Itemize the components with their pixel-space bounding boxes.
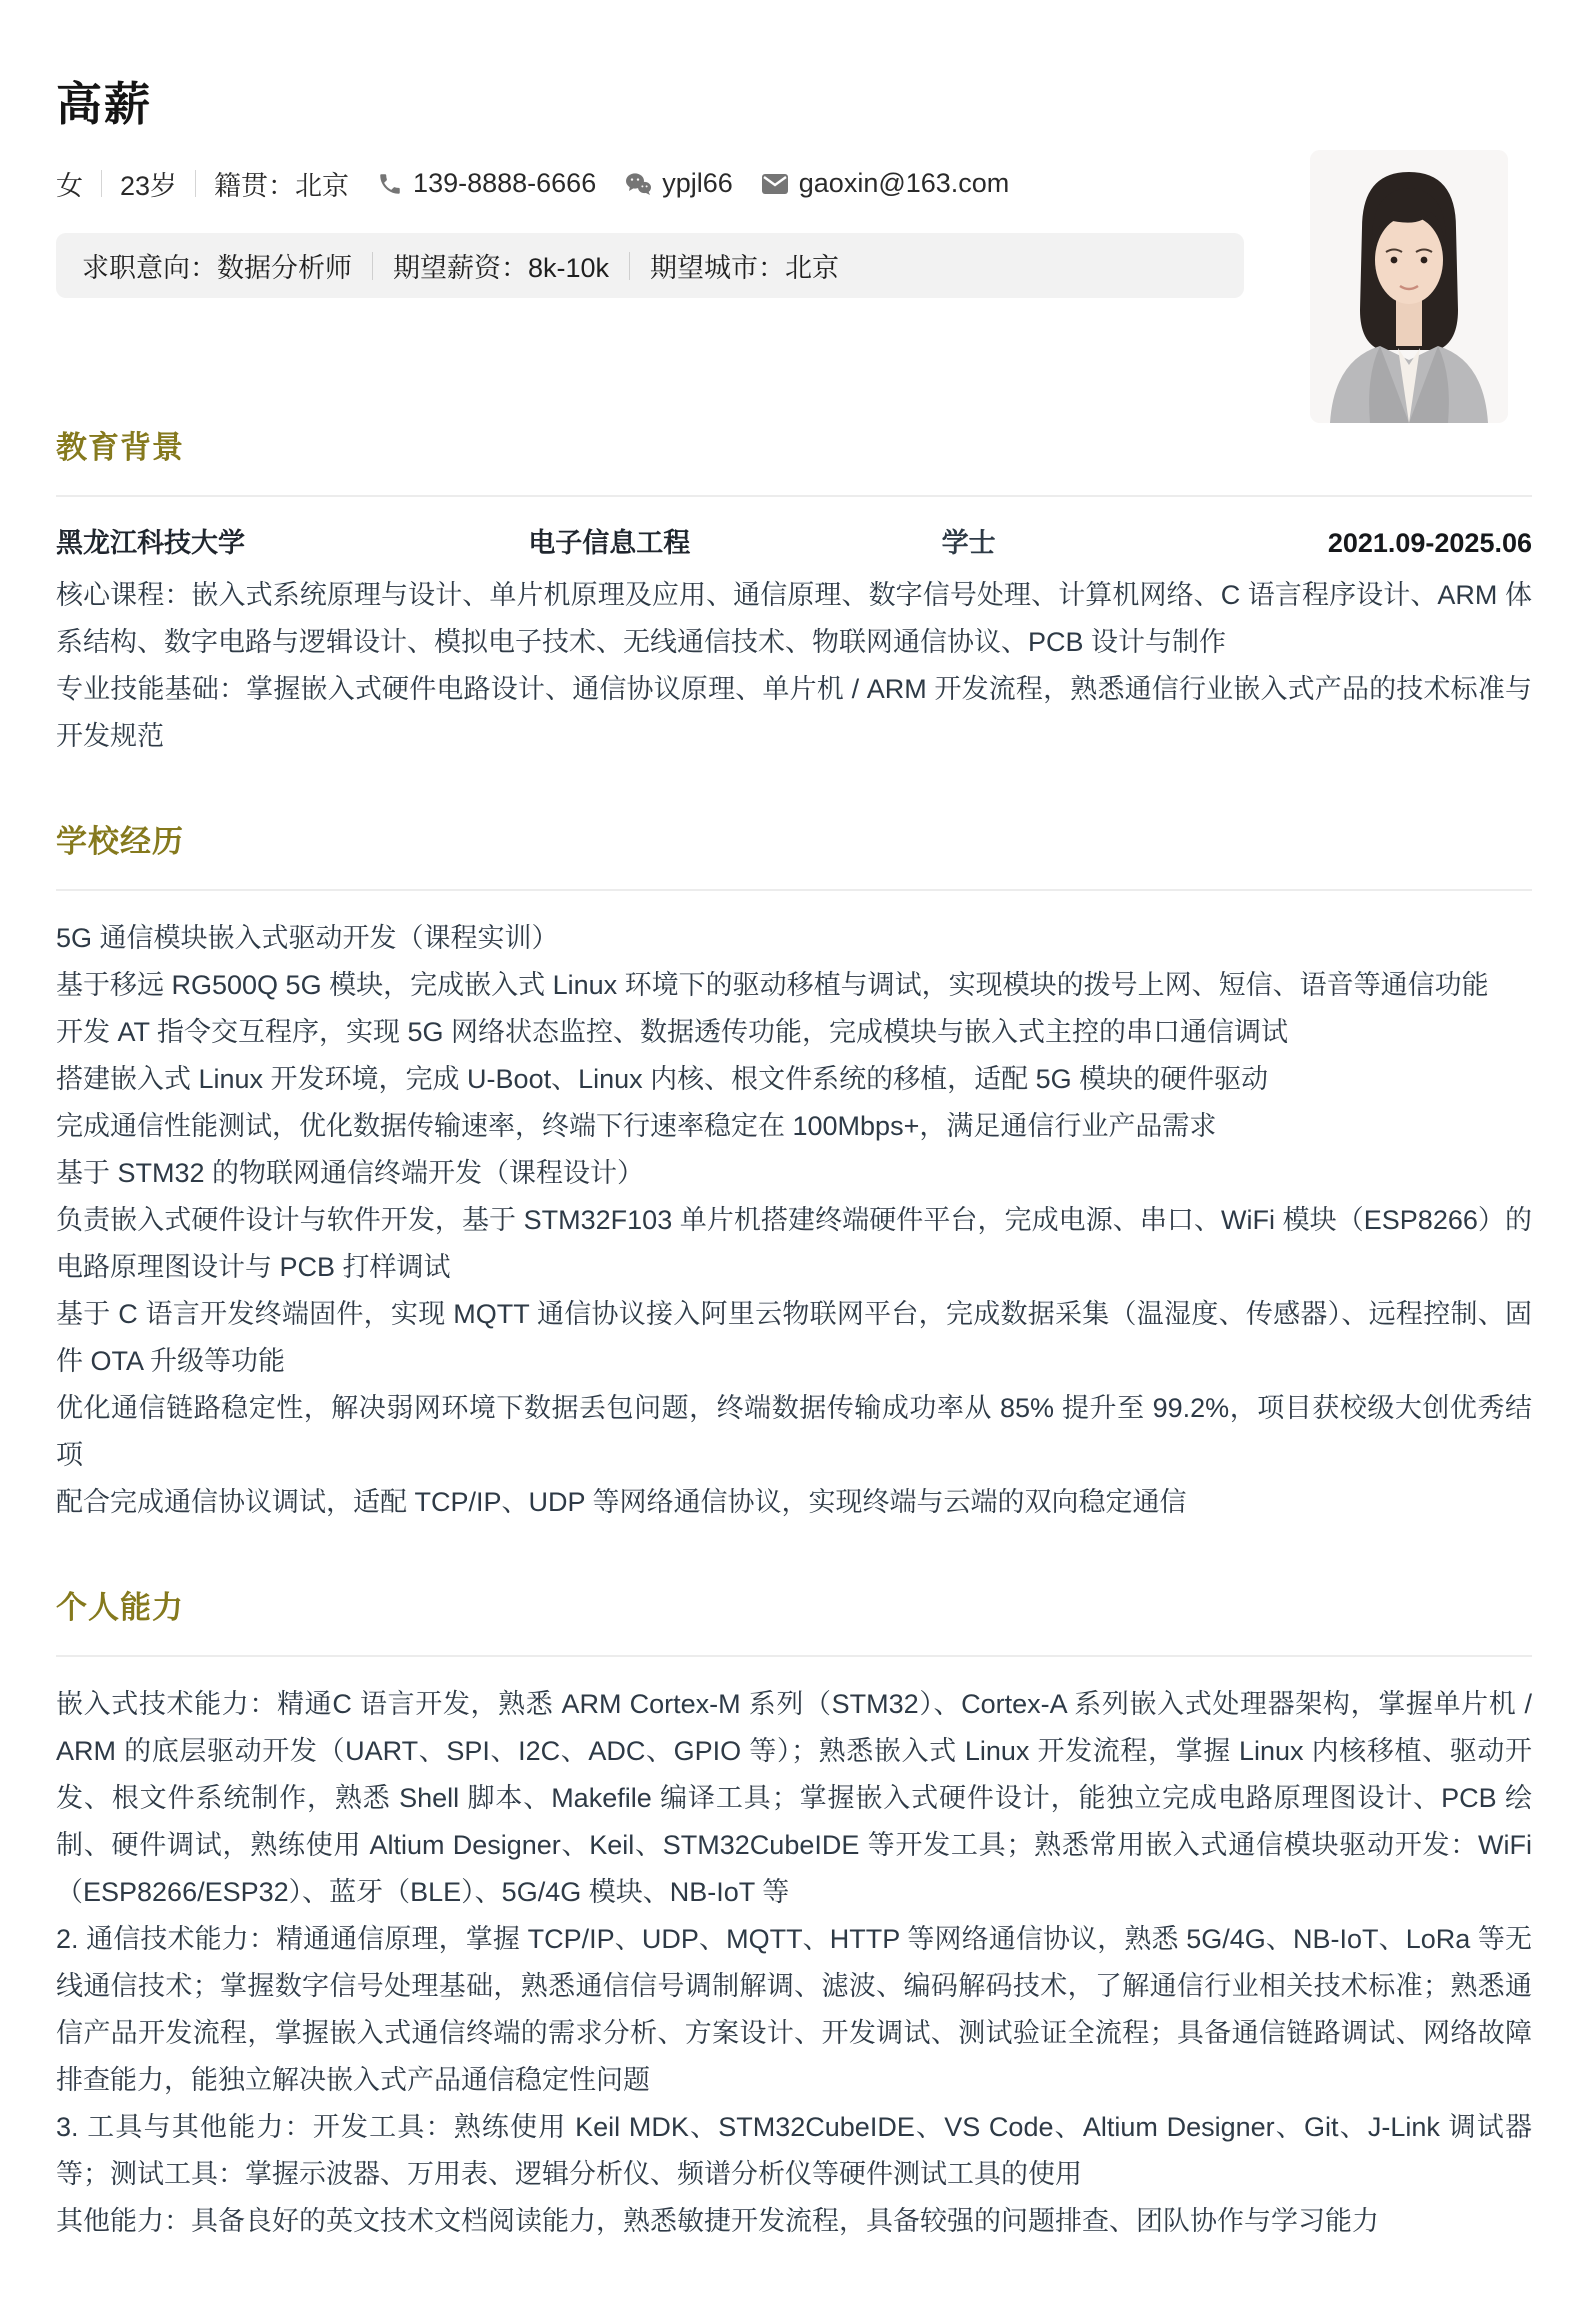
phone-value: 139-8888-6666 [413, 168, 597, 198]
section-skills [56, 1582, 1532, 2245]
section-rule [56, 1655, 1532, 1657]
wechat-value: ypjl66 [662, 168, 733, 198]
section-rule [56, 495, 1532, 497]
origin-value: 籍贯：北京 [214, 171, 350, 201]
education-row [56, 521, 1532, 560]
skill-item: 嵌入式技术能力：精通C 语言开发，熟悉 ARM Cortex-M 系列（STM32）、Cortex-A 系列嵌入式处理器架构，掌握单片机 / ARM 的底层驱动开发（UART、SPI、I2C、ADC、GPIO 等）；熟悉嵌入式 Linux 开发流程，掌握 Linux 内核移植、驱动开发、根文件系统制作，熟悉 Shell 脚本、Makefile 编译工具；掌握嵌入式硬件设计，能独立完成电路原理图设计、PCB 绘制、硬件调试，熟练使用 Altium Designer、Keil、STM32CubeIDE 等开发工具；熟悉常用嵌入式通信模块驱动开发：WiFi（ESP8266/ESP32）、蓝牙（BLE）、5G/4G 模块、NB-IoT 等 [56, 1689, 1532, 1907]
section-rule [56, 889, 1532, 891]
candidate-name: 高薪 [56, 78, 152, 130]
profile-photo [1310, 150, 1508, 423]
experience-item: 优化通信链路稳定性，解决弱网环境下数据丢包问题，终端数据传输成功率从 85% 提升至 99.2%，项目获校级大创优秀结项 [56, 1393, 1532, 1470]
education-period: 2021.09-2025.06 [1327, 528, 1532, 558]
intent-job: 求职意向：数据分析师 [82, 253, 352, 283]
intent-city: 期望城市：北京 [650, 253, 840, 283]
mail-icon [761, 173, 789, 195]
section-title-skills: 个人能力 [56, 1590, 184, 1625]
experience-item: 完成通信性能测试，优化数据传输速率，终端下行速率稳定在 100Mbps+，满足通信行业产品需求 [56, 1111, 1217, 1141]
experience-item: 负责嵌入式硬件设计与软件开发，基于 STM32F103 单片机搭建终端硬件平台，完成电源、串口、WiFi 模块（ESP8266）的电路原理图设计与 PCB 打样调试 [56, 1205, 1532, 1282]
gender-value: 女 [56, 171, 83, 201]
phone-icon [377, 171, 403, 197]
school-name: 黑龙江科技大学 [56, 528, 245, 558]
age-value: 23岁 [120, 171, 178, 201]
major-name: 电子信息工程 [528, 528, 691, 558]
education-detail: 核心课程：嵌入式系统原理与设计、单片机原理及应用、通信原理、数字信号处理、计算机网络、C 语言程序设计、ARM 体系结构、数字电路与逻辑设计、模拟电子技术、无线通信技术、物联网通信协议、PCB 设计与制作 [56, 580, 1532, 657]
experience-item: 基于移远 RG500Q 5G 模块，完成嵌入式 Linux 环境下的驱动移植与调试，实现模块的拨号上网、短信、语音等通信功能 [56, 970, 1489, 1000]
experience-item: 基于 STM32 的物联网通信终端开发（课程设计） [56, 1158, 645, 1188]
skill-item: 3. 工具与其他能力：开发工具：熟练使用 Keil MDK、STM32CubeIDE、VS Code、Altium Designer、Git、J-Link 调试器等；测试工具：掌握示波器、万用表、逻辑分析仪、频谱分析仪等硬件测试工具的使用 [56, 2112, 1532, 2189]
resume-page [0, 68, 1588, 2245]
profile-photo-illustration [1310, 150, 1508, 423]
section-education [56, 422, 1532, 760]
experience-item: 开发 AT 指令交互程序，实现 5G 网络状态监控、数据透传功能，完成模块与嵌入式主控的串口通信调试 [56, 1017, 1289, 1047]
section-title-experience: 学校经历 [56, 824, 184, 859]
experience-item: 基于 C 语言开发终端固件，实现 MQTT 通信协议接入阿里云物联网平台，完成数据采集（温湿度、传感器）、远程控制、固件 OTA 升级等功能 [56, 1299, 1532, 1376]
education-detail: 专业技能基础：掌握嵌入式硬件电路设计、通信协议原理、单片机 / ARM 开发流程，熟悉通信行业嵌入式产品的技术标准与开发规范 [56, 674, 1532, 751]
section-title-education: 教育背景 [56, 430, 184, 465]
info-divider [195, 170, 196, 197]
degree-name: 学士 [941, 528, 996, 558]
experience-item: 配合完成通信协议调试，适配 TCP/IP、UDP 等网络通信协议，实现终端与云端的双向稳定通信 [56, 1487, 1187, 1517]
skill-item: 2. 通信技术能力：精通通信原理，掌握 TCP/IP、UDP、MQTT、HTTP 等网络通信协议，熟悉 5G/4G、NB-IoT、LoRa 等无线通信技术；掌握数字信号处理基础，熟悉通信信号调制解调、滤波、编码解码技术，了解通信行业相关技术标准；熟悉通信产品开发流程，掌握嵌入式通信终端的需求分析、方案设计、开发调试、测试验证全流程；具备通信链路调试、网络故障排查能力，能独立解决嵌入式产品通信稳定性问题 [56, 1924, 1532, 2095]
email-value: gaoxin@163.com [798, 168, 1010, 198]
wechat-icon [624, 171, 652, 197]
info-divider [101, 170, 102, 197]
experience-item: 5G 通信模块嵌入式驱动开发（课程实训） [56, 923, 559, 953]
skill-item: 其他能力：具备良好的英文技术文档阅读能力，熟悉敏捷开发流程，具备较强的问题排查、团队协作与学习能力 [56, 2206, 1379, 2236]
section-experience [56, 816, 1532, 1526]
intent-salary: 期望薪资：8k-10k [393, 253, 610, 283]
intent-divider [372, 252, 373, 280]
experience-item: 搭建嵌入式 Linux 开发环境，完成 U-Boot、Linux 内核、根文件系统的移植，适配 5G 模块的硬件驱动 [56, 1064, 1269, 1094]
job-intent-bar [56, 233, 1244, 298]
intent-divider [629, 252, 630, 280]
